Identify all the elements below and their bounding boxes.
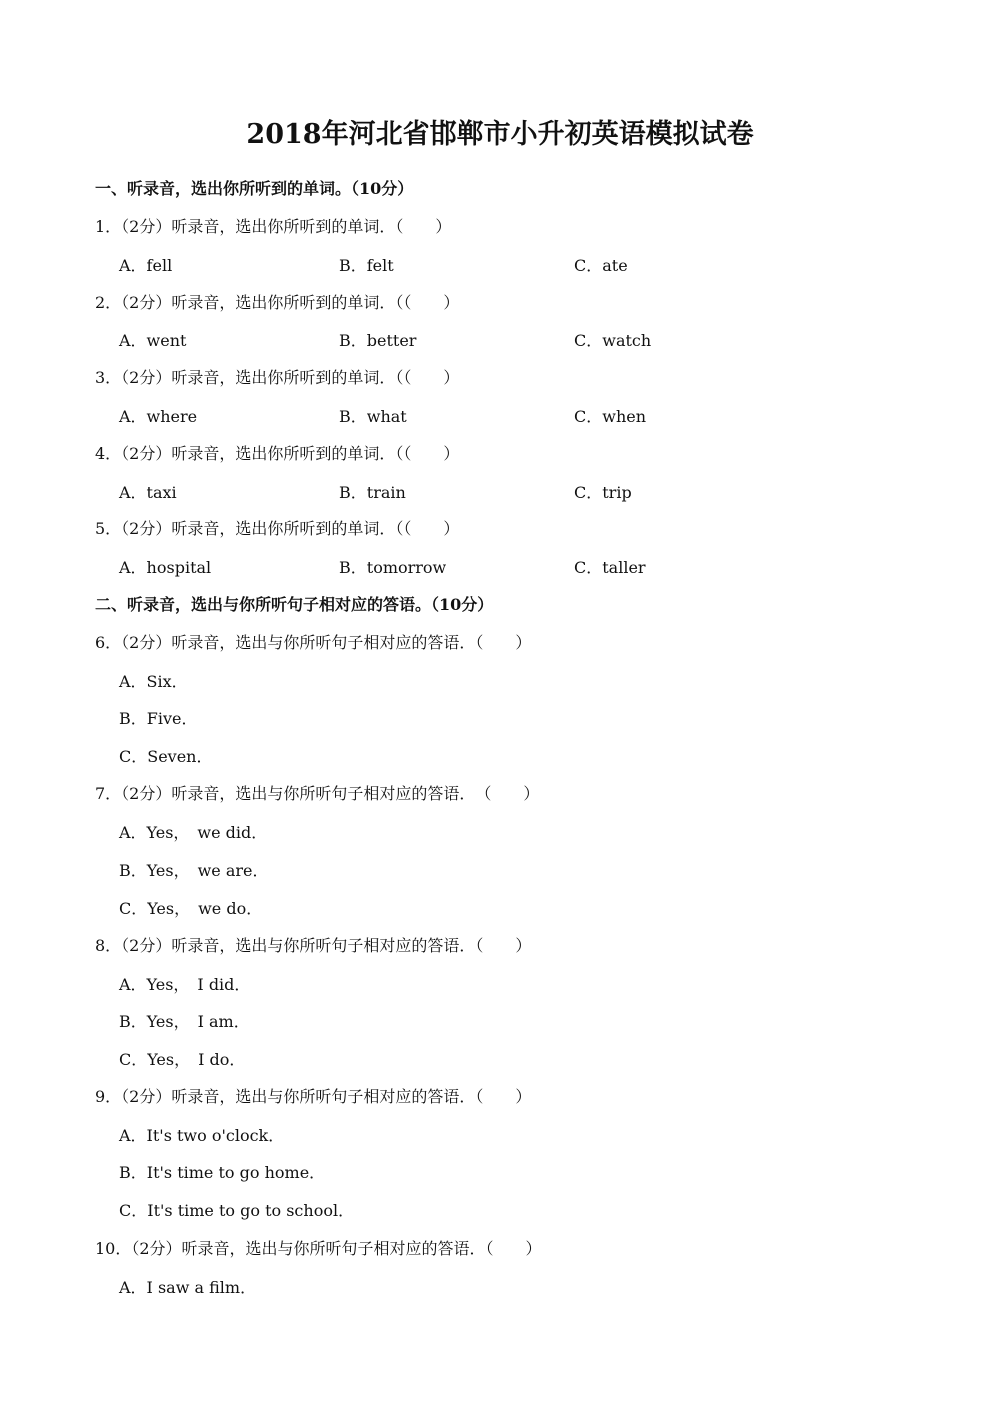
- option-9a: A．It's two o'clock．: [119, 1126, 285, 1145]
- option-4a: A．taxi: [119, 483, 177, 502]
- question-5: 5．（2分）听录音，选出你所听到的单词．（（ ）: [95, 519, 460, 538]
- section-heading-1: 一、听录音，选出你所听到的单词。（10分）: [95, 179, 414, 198]
- option-6b: B．Five．: [119, 709, 198, 728]
- option-2b: B．better: [339, 331, 417, 350]
- question-6: 6．（2分）听录音，选出与你所听句子相对应的答语．（ ）: [95, 633, 532, 652]
- option-2c: C．watch: [574, 331, 652, 350]
- option-6c: C．Seven．: [119, 747, 213, 766]
- option-1a: A．fell: [119, 256, 173, 275]
- section-heading-2: 二、听录音，选出与你所听句子相对应的答语。（10分）: [95, 595, 494, 614]
- option-2a: A．went: [119, 331, 187, 350]
- option-9c: C．It's time to go to school．: [119, 1201, 355, 1220]
- question-4: 4．（2分）听录音，选出你所听到的单词．（（ ）: [95, 444, 460, 463]
- question-9: 9．（2分）听录音，选出与你所听句子相对应的答语．（ ）: [95, 1087, 532, 1106]
- option-3c: C．when: [574, 407, 647, 426]
- question-1: 1．（2分）听录音，选出你所听到的单词．（ ）: [95, 217, 452, 236]
- option-3a: A．where: [119, 407, 198, 426]
- question-2: 2．（2分）听录音，选出你所听到的单词．（（ ）: [95, 293, 460, 312]
- option-7c: C．Yes， we do．: [119, 899, 263, 918]
- option-1c: C．ate: [574, 256, 628, 275]
- option-7b: B．Yes， we are．: [119, 861, 269, 880]
- question-3: 3．（2分）听录音，选出你所听到的单词．（（ ）: [95, 368, 460, 387]
- question-10: 10．（2分）听录音，选出与你所听句子相对应的答语．（ ）: [95, 1239, 542, 1258]
- option-4c: C．trip: [574, 483, 632, 502]
- option-6a: A．Six．: [119, 672, 188, 691]
- page-title: 2018年河北省邯郸市小升初英语模拟试卷: [246, 119, 754, 150]
- option-3b: B．what: [339, 407, 407, 426]
- option-5c: C．taller: [574, 558, 646, 577]
- option-8c: C．Yes， I do．: [119, 1050, 246, 1069]
- option-5a: A．hospital: [119, 558, 212, 577]
- question-8: 8．（2分）听录音，选出与你所听句子相对应的答语．（ ）: [95, 936, 532, 955]
- option-7a: A．Yes， we did．: [119, 823, 268, 842]
- option-10a: A．I saw a film．: [119, 1278, 257, 1297]
- option-8a: A．Yes， I did．: [119, 975, 251, 994]
- option-5b: B．tomorrow: [339, 558, 447, 577]
- option-8b: B．Yes， I am．: [119, 1012, 250, 1031]
- question-7: 7．（2分）听录音，选出与你所听句子相对应的答语． （ ）: [95, 784, 540, 803]
- option-4b: B．train: [339, 483, 406, 502]
- option-9b: B．It's time to go home．: [119, 1163, 326, 1182]
- option-1b: B．felt: [339, 256, 394, 275]
